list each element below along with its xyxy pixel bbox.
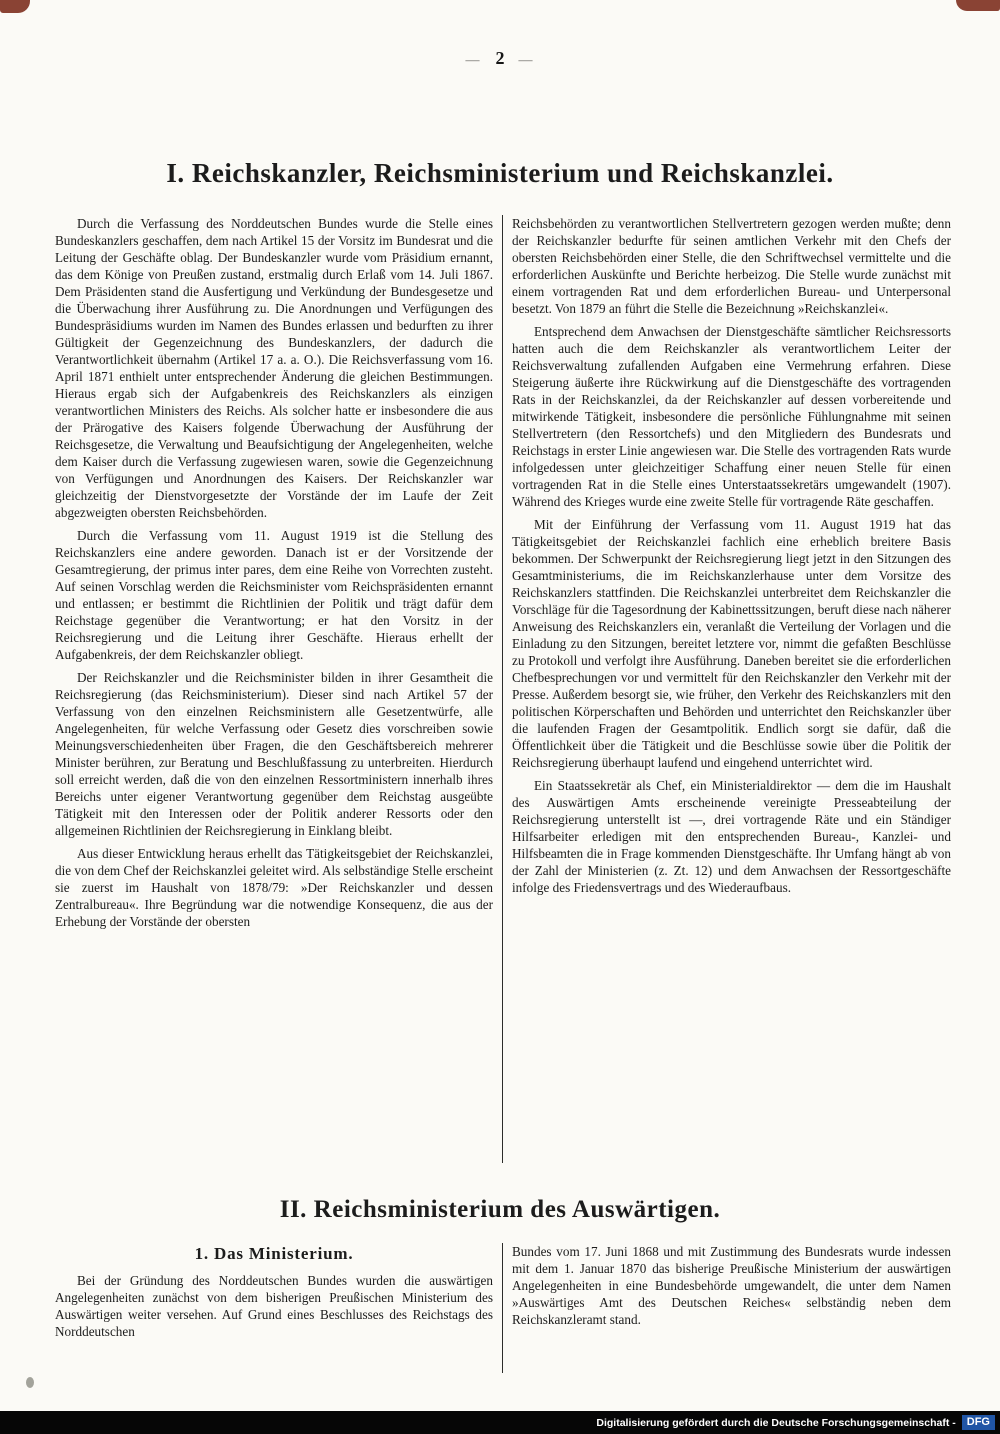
paragraph: Durch die Verfassung des Norddeutschen Bundes wurde die Stelle eines Bundeskanzlers geschaffen, dem nach Artikel 15 der Vorsitz im Bundesrat und die Leitung der Geschäfte oblag. Der Bundeskanzler wurde vom Präsidium ernannt, das dem Könige von Preußen zustand, erstmalig durch Erlaß vom 14. Juli 1867. Dem Präsidenten stand die Ausfertigung und Verkündung der Bundesgesetze und die Überwachung ihrer Ausführung zu. Die Anordnungen und Verfügungen des Bundespräsidiums wurden im Namen des Bundes erlassen und bedurften zu ihrer Gültigkeit der Gegenzeichnung des Bundeskanzlers, der dadurch die Verantwortlichkeit übernahm (Artikel 17 a. a. O.). Die Reichsverfassung vom 16. April 1871 enthielt unter entsprechender Änderung die gleichen Bestimmungen. Hieraus ergab sich der Aufgabenkreis des Reichskanzlers als einzigen verantwortlichen Ministers des Reichs. Als solcher hatte er insbesondere die aus der Prärogative des Kaisers folgende Überwachung der Ausführung der Reichsgesetze, die Verwaltung und Beaufsichtigung der Angelegenheiten, welche dem Kaiser durch die Verfassung zugewiesen waren, sowie die Gegenzeichnung von Verfügungen und Anordnungen des Kaisers. Der Reichskanzler war gleichzeitig der Dienstvorgesetzte der Vorstände der im Laufe der Zeit abgezweigten obersten Reichsbehörden.	[55, 216, 493, 520]
section1-title: I. Reichskanzler, Reichsministerium und Reichskanzlei.	[166, 158, 834, 188]
header-dash-right: —	[518, 53, 535, 68]
paragraph: Mit der Einführung der Verfassung vom 11. August 1919 hat das Tätigkeitsgebiet der Reichskanzlei fachlich eine erheblich breitere Basis bekommen. Der Schwerpunkt der Reichsregierung liegt jetzt in den Sitzungen des Gesamtministeriums, die im Reichskanzlerhause unter dem Vorsitze des Reichskanzlers stattfinden. Die Reichskanzlei unterbreitet dem Reichskanzler die Vorschläge für die Tagesordnung der Kabinettssitzungen, beruft diese nach näherer Anweisung des Reichskanzlers ein, veranlaßt die Verteilung der Vorlagen und die Einladung zu den Sitzungen, bereitet letztere vor, nimmt die gefaßten Beschlüsse zu Protokoll und verfolgt ihre Ausführung. Daneben bereitet sie die erforderlichen Chefbesprechungen vor und vermittelt für den Reichskanzler den Verkehr mit der Presse. Außerdem besorgt sie, wie früher, den Verkehr des Reichskanzlers mit den politischen Körperschaften und Behörden und unterrichtet den Reichskanzler über die laufenden Fragen der Gesamtpolitik. Endlich sorgt sie dafür, daß die Öffentlichkeit über die Tätigkeit und die Beschlüsse sowie über die Politik der Reichsregierung überhaupt laufend und eingehend unterrichtet wird.	[512, 517, 951, 770]
paragraph: Bei der Gründung des Norddeutschen Bundes wurden die auswärtigen Angelegenheiten zunächst von dem bisherigen Preußischen Ministerium des Auswärtigen weiter versehen. Auf Grund eines Beschlusses des Reichstags des Norddeutschen	[55, 1273, 493, 1339]
scan-artifact-top-right	[956, 0, 1000, 11]
page-number: 2	[495, 48, 505, 68]
header-dash-left: —	[465, 53, 482, 68]
paragraph: Der Reichskanzler und die Reichsminister bilden in ihrer Gesamtheit die Reichsregierung (das Reichsministerium). Dieser sind nach Artikel 57 der Verfassung von den einzelnen Reichsministern alle Gesetzentwürfe, alle Angelegenheiten, für welche Verfassung oder Gesetz dies vorschreiben sowie Meinungsverschiedenheiten über Fragen, die den Geschäftsbereich mehrerer Minister berühren, zur Beratung und Beschlußfassung zu unterbreiten. Hierdurch soll erreicht werden, daß die von den einzelnen Ressortministern innerhalb ihres Bereichs unter eigener Verantwortung gegenüber dem Reichstag ausgeübte Tätigkeit mit den Interessen oder der Politik anderer Ressorts oder den allgemeinen Richtlinien der Reichsregierung in Einklang bleibt.	[55, 670, 493, 838]
section2-columns	[55, 1243, 952, 1373]
paragraph: Entsprechend dem Anwachsen der Dienstgeschäfte sämtlicher Reichsressorts hatten auch die dem Reichskanzler als verantwortlichem Leiter der Reichsverwaltung zufallenden Aufgaben eine Vermehrung erfahren. Diese Steigerung äußerte ihre Rückwirkung auf die Dienstgeschäfte des vortragenden Rats in der Reichskanzlei, da der Reichskanzler auf dessen vorbereitende und mitwirkende Tätigkeit, insbesondere die persönliche Fühlungnahme mit seinen Stellvertretern (den Ressortchefs) und den Mitgliedern des Bundesrats und Reichstags in erster Linie angewiesen war. Die Stelle des vortragenden Rats wurde infolgedessen unter gleichzeitiger Schaffung einer neuen Stelle für einen vortragenden Rat in die Stelle eines Unterstaatssekretärs umgewandelt (1907). Während des Krieges wurde eine zweite Stelle für vortragende Räte geschaffen.	[512, 324, 951, 509]
section2-right-column	[512, 1243, 951, 1373]
scan-artifact-top-left	[0, 0, 30, 13]
column-divider	[502, 1243, 503, 1373]
section2-left-column	[55, 1243, 493, 1373]
paragraph: Bundes vom 17. Juni 1868 und mit Zustimmung des Bundesrats wurde indessen mit dem 1. Januar 1870 das bisherige Preußische Ministerium der auswärtigen Angelegenheiten in eine Bundesbehörde umgewandelt, die unter dem Namen »Auswärtiges Amt des Deutschen Reiches« selbständig neben dem Reichskanzleramt stand.	[512, 1244, 951, 1327]
section1-left-column	[55, 215, 493, 1163]
section1-columns	[55, 215, 952, 1163]
scan-artifact-bottom-left	[26, 1377, 34, 1388]
footer-bar	[0, 1411, 1000, 1434]
paragraph: Aus dieser Entwicklung heraus erhellt das Tätigkeitsgebiet der Reichskanzlei, die von dem Chef der Reichskanzlei geleitet wird. Als selbständige Stelle erscheint sie zuerst im Haushalt von 1878/79: »Der Reichskanzler und dessen Zentralbureau«. Ihre Begründung war die notwendige Konsequenz, die aus der Erhebung der Vorstände der obersten	[55, 846, 493, 929]
subsection-title: 1. Das Ministerium.	[194, 1244, 354, 1263]
paragraph: Ein Staatssekretär als Chef, ein Ministerialdirektor — dem die im Haushalt des Auswärtigen Amts erscheinende vereinigte Presseabteilung der Reichsregierung unterstellt ist —, drei vortragende Räte und ein Ständiger Hilfsarbeiter erledigen mit den entsprechenden Bureau-, Kanzlei- und Hilfsbeamten die in Frage kommenden Dienstgeschäfte. Ihr Umfang hängt ab von der Zahl der Ministerien (z. Zt. 12) und dem Anwachsen der Ressortgeschäfte infolge des Friedensvertrags und des Wiederaufbaus.	[512, 778, 951, 895]
footer-credit-text: Digitalisierung gefördert durch die Deutsche Forschungsgemeinschaft -	[596, 1416, 956, 1429]
paragraph: Durch die Verfassung vom 11. August 1919 ist die Stellung des Reichskanzlers eine andere geworden. Danach ist er der Vorsitzende der Gesamtregierung, der primus inter pares, dem eine Reihe von Vorrechten zusteht. Auf seinen Vorschlag werden die Reichsminister vom Reichspräsidenten ernannt und entlassen; er bestimmt die Richtlinien der Politik und trägt dafür dem Reichstage gegenüber die Verantwortung; er hat den Vorsitz in der Reichsregierung und die Leitung ihrer Geschäfte. Hieraus erhellt der Aufgabenkreis, der dem Reichskanzler obliegt.	[55, 528, 493, 662]
page-header	[0, 48, 1000, 69]
column-divider	[502, 215, 503, 1163]
section2-title: II. Reichsministerium des Auswärtigen.	[279, 1196, 721, 1223]
dfg-logo: DFG	[962, 1415, 995, 1430]
section1-right-column	[512, 215, 951, 1163]
paragraph: Reichsbehörden zu verantwortlichen Stellvertretern gezogen werden mußte; denn der Reichskanzler bedurfte für seinen amtlichen Verkehr mit den Chefs der obersten Reichsbehörden einer Stelle, die den Schriftwechsel vermittelte und die erforderlichen Auskünfte und Berichte herbeizog. Die Stelle wurde zunächst mit einem vortragenden Rat und dem erforderlichen Bureau- und Unterpersonal besetzt. Von 1879 an führt die Stelle die Bezeichnung »Reichskanzlei«.	[512, 216, 951, 316]
